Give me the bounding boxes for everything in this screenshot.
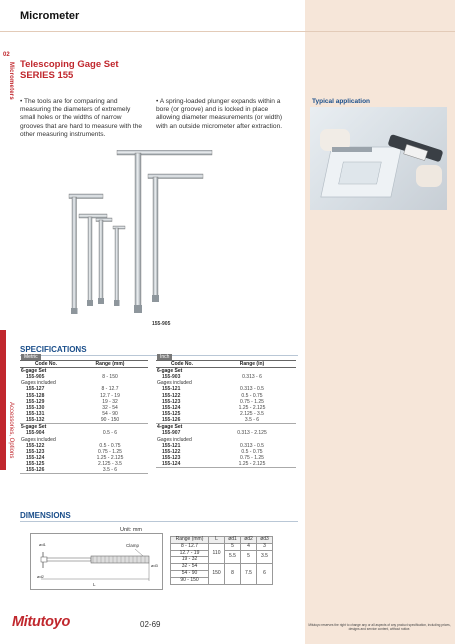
spec-code: 155-132 [20,417,72,424]
spec-range: 0.5 - 6 [102,430,118,437]
d2-label: ød2 [37,574,44,579]
right-panel [305,0,455,644]
spec-code: 155-904 [26,430,45,437]
dim-L: 110 [209,543,225,563]
spec-range: 90 - 150 [72,417,148,424]
dim-L: 150 [209,564,225,584]
dimension-drawing-svg [31,534,164,591]
spec-code: 155-122 [162,392,181,399]
inch-col-range: Range (in) [208,361,296,368]
gage-1 [113,226,125,306]
unit-label: Unit: mm [120,527,142,533]
dim-range: 8 - 12.7 [171,543,209,550]
spec-range: 0.5 - 0.75 [99,442,121,449]
dim-d3: 6 [257,564,273,584]
spec-range: 1.25 - 2.125 [238,405,266,412]
footer-note: Mitutoyo reserves the right to change any or all aspects of any product specification, including prices, designs and service content, without notice. [308,623,451,631]
product-name: Telescoping Gage Set [20,59,119,70]
gage-5 [148,174,203,302]
spec-code: 155-130 [26,405,45,412]
dim-range: 19 - 32 [171,557,209,564]
header-rule [0,31,455,32]
typical-application-label: Typical application [312,98,371,105]
dimensions-rule [20,521,298,522]
dim-d3: 3.5 [257,550,273,564]
spec-code: 155-124 [26,455,45,462]
spec-range: 0.75 - 1.25 [240,398,264,405]
bullet-1: • The tools are for comparing and measuring the diameters of extremely small holes or the widths of narrow grooves that are hard to measure with the other measuring instruments. [20,98,143,138]
spec-code: 155-121 [162,386,181,393]
application-photo-drawing [310,107,447,210]
spec-range: 12.7 - 19 [100,392,120,399]
spec-code: 4-gage Set [157,424,183,431]
dimensions-table [170,536,273,585]
spec-range: 32 - 54 [102,405,118,412]
side-red-bar [0,330,6,470]
spec-range: 3.5 - 6 [72,467,148,474]
dim-d2: 5 [241,550,257,564]
spec-code: 155-123 [162,455,181,462]
spec-range: 0.313 - 0.5 [240,386,264,393]
spec-range: 19 - 32 [102,398,118,405]
spec-range: 0.313 - 6 [242,374,262,381]
spec-code: 155-127 [26,386,45,393]
dimensions-title: DIMENSIONS [20,511,71,520]
spec-code: 155-123 [162,398,181,405]
spec-code: 6-gage Set [157,368,183,374]
dim-col-d2: ød2 [241,537,257,544]
spec-code: 155-125 [26,461,45,468]
bullet-2: • A spring-loaded plunger expands within a bore (or groove) and is locked in place allowing diameter measurements (or width) with an outside micrometer after extraction. [156,98,283,130]
dim-d2: 7.5 [241,564,257,584]
spec-code: 155-131 [26,411,45,418]
dim-range: 90 - 150 [171,577,209,584]
dim-range: 54 - 90 [171,570,209,577]
spec-code: 155-123 [26,448,45,455]
spec-code: 155-125 [162,411,181,418]
telescoping-gages-illustration [55,150,215,320]
d1-label: ød1 [39,542,46,547]
page-number: 02-69 [140,620,161,629]
header-title: Micrometer [20,10,80,22]
spec-code: Gages included [21,436,56,443]
spec-code: 155-122 [162,448,181,455]
dim-col-L: L [209,537,225,544]
spec-range: 1.25 - 2.125 [208,461,296,468]
spec-range: 0.75 - 1.25 [240,455,264,462]
spec-code: 155-905 [26,374,45,381]
product-series: SERIES 155 [20,69,74,81]
spec-range: 54 - 90 [102,411,118,418]
spec-code: Gages included [157,436,192,443]
spec-range: 8 - 150 [102,374,118,381]
dimension-drawing [30,533,163,590]
clamp-label: Clamp [126,543,140,548]
d3-label: ød3 [151,563,158,568]
gage-2 [96,218,112,304]
spec-range: 3.5 - 6 [208,417,296,424]
dim-d2: 4 [241,543,257,550]
dim-col-d1: ød1 [225,537,241,544]
spec-code: 155-124 [156,461,208,468]
spec-range: 2.125 - 3.5 [98,461,122,468]
dim-col-range: Range (mm) [171,537,209,544]
spec-code: 155-907 [162,430,181,437]
spec-row [156,461,296,468]
mitutoyo-logo: Mitutoyo [12,614,71,630]
L-label: L [93,582,96,587]
spec-code: 6-gage Set [21,368,47,374]
figure-caption: 155-905 [152,321,171,327]
spec-range: 2.125 - 3.5 [240,411,264,418]
dim-d1: 5 [225,543,241,550]
spec-code: Gages included [157,380,192,387]
dim-d1: 5.5 [225,550,241,564]
side-page-label: 02 [3,52,10,58]
metric-col-code: Code No. [20,361,72,368]
spec-code: 155-129 [26,398,45,405]
gage-4 [69,194,103,314]
inch-tab: Inch [157,354,172,360]
spec-code: 155-126 [20,467,72,474]
spec-code: 155-903 [162,374,181,381]
spec-code: 155-124 [162,405,181,412]
product-title [20,60,119,81]
spec-range: 0.5 - 0.75 [241,392,263,399]
application-photo [310,107,447,210]
spec-row [20,467,148,474]
spec-range: 1.25 - 2.125 [96,455,124,462]
spec-range: 0.313 - 2.125 [237,430,267,437]
spec-range: 8 - 12.7 [101,386,119,393]
dim-d1: 8 [225,564,241,584]
spec-code: 155-122 [26,442,45,449]
metric-col-range: Range (mm) [72,361,148,368]
inch-col-code: Code No. [156,361,208,368]
metric-spec-table [20,354,148,474]
metric-tab: Metric [21,354,41,360]
specifications-title: SPECIFICATIONS [20,345,87,354]
spec-code: 5-gage Set [21,424,47,431]
spec-code: 155-128 [26,392,45,399]
spec-range: 0.313 - 0.5 [240,442,264,449]
dim-range: 12.7 - 19 [171,550,209,557]
inch-spec-table [156,354,296,468]
spec-code: 155-126 [156,417,208,424]
side-section-mid: Accessories, Options [8,402,14,459]
dim-d3: 3 [257,543,273,550]
spec-range: 0.5 - 0.75 [241,448,263,455]
spec-code: 155-121 [162,442,181,449]
spec-range: 0.75 - 1.25 [98,448,122,455]
dim-range: 32 - 54 [171,564,209,571]
spec-code: Gages included [21,380,56,387]
dim-col-d3: ød3 [257,537,273,544]
side-section-top: Micrometers [8,62,14,100]
